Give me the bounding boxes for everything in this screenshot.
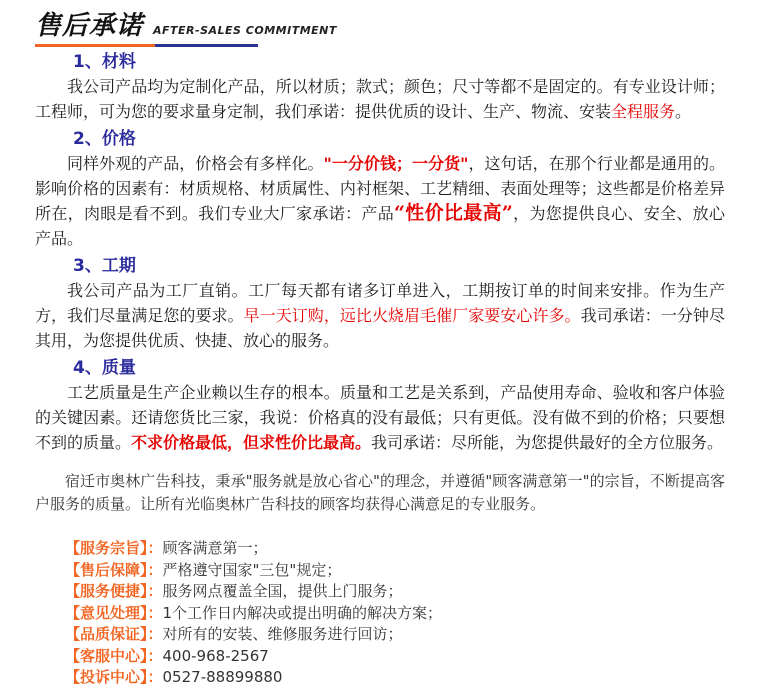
service-label: 【服务宗旨】： bbox=[65, 539, 163, 557]
section-paragraph-price bbox=[35, 151, 725, 251]
service-list bbox=[35, 538, 725, 689]
section-heading-price: 2、价格 bbox=[73, 129, 136, 149]
section-lead-time bbox=[35, 256, 725, 353]
service-phone-value: 0527-88899880 bbox=[162, 668, 283, 686]
rule-blue-segment bbox=[155, 44, 258, 47]
service-list-item bbox=[65, 667, 725, 689]
service-label: 【投诉中心】： bbox=[65, 668, 163, 686]
highlight-red-text: 不求价格最低，但求性价比最高。 bbox=[131, 433, 372, 452]
section-materials bbox=[35, 52, 725, 124]
highlight-red-text: "一分价钱；一分货" bbox=[323, 154, 469, 173]
section-price bbox=[35, 129, 725, 251]
section-paragraph-quality bbox=[35, 380, 725, 455]
section-paragraph-lead-time bbox=[35, 278, 725, 353]
service-list-item bbox=[65, 560, 725, 582]
section-heading-quality: 4、质量 bbox=[73, 358, 136, 378]
service-value: 1个工作日内解决或提出明确的解决方案； bbox=[162, 603, 443, 622]
rule-orange-segment bbox=[35, 44, 155, 47]
section-quality bbox=[35, 358, 725, 455]
paragraph-text: 我公司产品均为定制化产品，所以材质；款式；颜色；尺寸等都不是固定的。有专业设计师；工程师，可为您的要求量身定制，我们承诺：提供优质的设计、生产、物流、安装 bbox=[35, 77, 725, 121]
paragraph-text: 同样外观的产品，价格会有多样化。 bbox=[67, 154, 324, 173]
header-title-row bbox=[35, 12, 725, 40]
section-heading-materials: 1、材料 bbox=[73, 52, 136, 72]
highlight-red-large-text: “性价比最高” bbox=[394, 202, 513, 224]
page-title: 售后承诺 bbox=[35, 11, 144, 41]
service-label: 【售后保障】： bbox=[65, 560, 163, 579]
service-value: 严格遵守国家"三包"规定； bbox=[162, 560, 342, 579]
highlight-red-text: 早一天订购，远比火烧眉毛催厂家要安心许多。 bbox=[243, 306, 581, 325]
service-label: 【意见处理】： bbox=[65, 603, 163, 622]
paragraph-text: 我司承诺：一分钟尽其用，为您提供优质、快捷、放心的服务。 bbox=[35, 306, 725, 350]
page-header bbox=[35, 12, 725, 47]
paragraph-text: 我司承诺：尽所能，为您提供最好的全方位服务。 bbox=[371, 433, 724, 452]
service-phone-value: 400-968-2567 bbox=[162, 646, 269, 665]
paragraph-text: 。 bbox=[675, 102, 692, 121]
paragraph-text: ，为您提供良心、安全、放心产品。 bbox=[35, 204, 725, 248]
service-label: 【客服中心】： bbox=[65, 646, 163, 665]
service-list-item bbox=[65, 603, 725, 625]
service-label: 【品质保证】： bbox=[65, 625, 163, 643]
highlight-red-text: 全程服务 bbox=[611, 102, 676, 121]
service-label: 【服务便捷】： bbox=[65, 582, 163, 600]
paragraph-text: ，这句话，在那个行业都是通用的。影响价格的因素有：材质规格、材质属性、内衬框架、工艺精细、表面处理等；这些都是价格差异所在，肉眼是看不到。我们专业大厂家承诺：产品 bbox=[35, 154, 725, 223]
service-list-item bbox=[65, 646, 725, 668]
section-heading-lead-time: 3、工期 bbox=[73, 256, 136, 276]
page-subtitle: AFTER-SALES COMMITMENT bbox=[153, 24, 337, 37]
service-list-item bbox=[65, 538, 725, 560]
service-value: 顾客满意第一； bbox=[162, 539, 268, 557]
service-list-item bbox=[65, 581, 725, 603]
header-rule bbox=[35, 44, 258, 47]
service-value: 服务网点覆盖全国，提供上门服务； bbox=[162, 582, 403, 600]
paragraph-text: 工艺质量是生产企业赖以生存的根本。质量和工艺是关系到，产品使用寿命、验收和客户体验的关键因素。还请您货比三家，我说：价格真的没有最低；只有更低。没有做不到的价格；只要想不到的质量。 bbox=[35, 383, 725, 452]
section-paragraph-materials bbox=[35, 74, 725, 124]
service-list-item bbox=[65, 624, 725, 646]
paragraph-text: 我公司产品为工厂直销。工厂每天都有诸多订单进入，工期按订单的时间来安排。作为生产方，我们尽量满足您的要求。 bbox=[35, 281, 725, 325]
company-commitment-paragraph: 宿迁市奥林广告科技，秉承"服务就是放心省心"的理念，并遵循"顾客满意第一"的宗旨，不断提高客户服务的质量。让所有光临奥林广告科技的顾客均获得心满意足的专业服务。 bbox=[35, 472, 725, 513]
service-value: 对所有的安装、维修服务进行回访； bbox=[162, 625, 403, 643]
